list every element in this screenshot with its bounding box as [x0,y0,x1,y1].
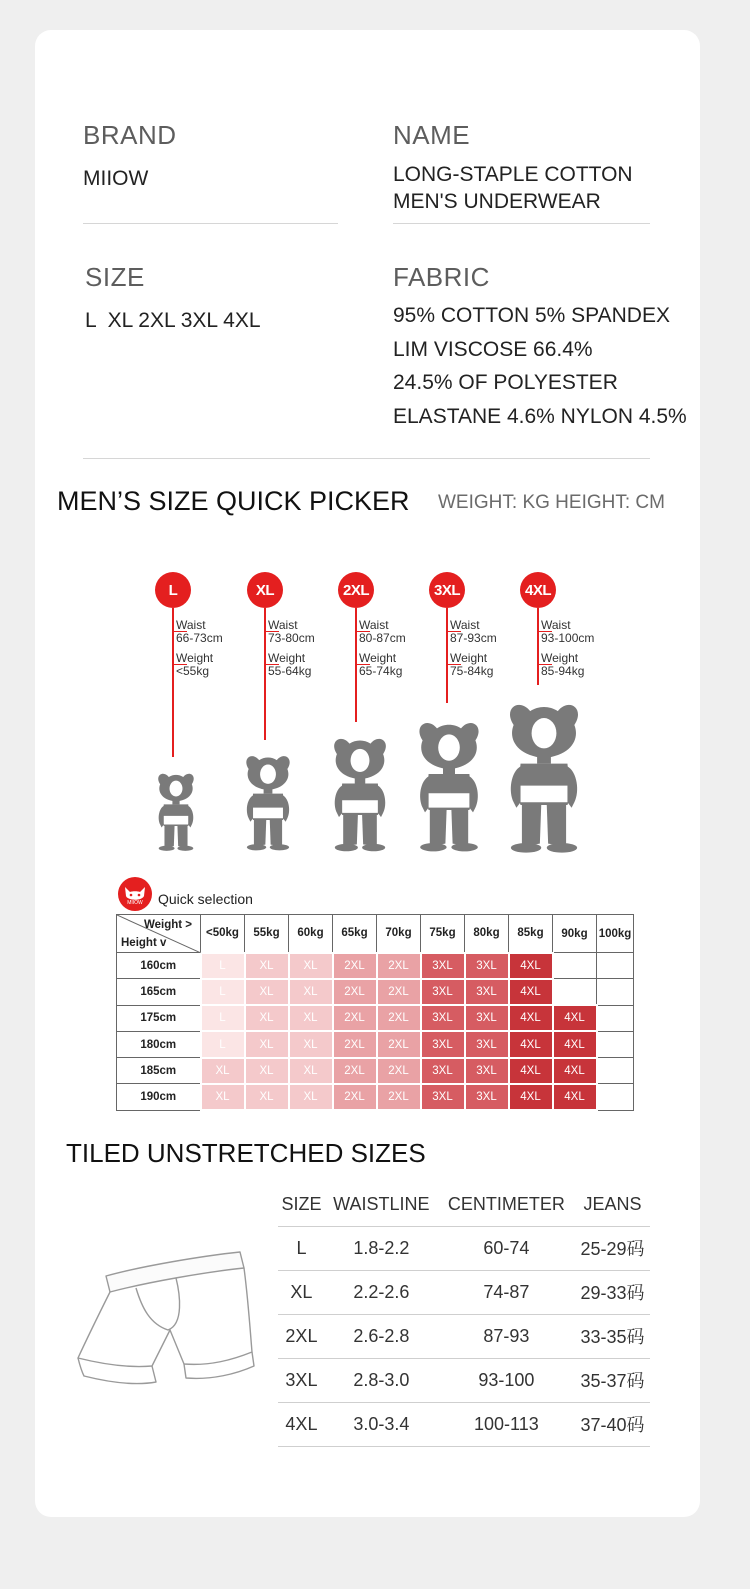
size-badge-3xl: 3XL [429,572,465,608]
figure-3xl [419,723,478,851]
table-cell: 35-37码 [575,1358,650,1402]
info-value: 85-94kg [541,664,585,678]
fabric-line: ELASTANE 4.6% NYLON 4.5% [393,404,687,428]
weight-header: 90kg [553,915,597,953]
name-line: LONG-STAPLE COTTON [393,163,633,186]
info-label: Waist [541,618,571,632]
corner-weight-label: Weight > [143,919,192,931]
size-cell: XL [289,979,333,1005]
info-value: 93-100cm [541,631,595,645]
size-cell: 4XL [509,1031,553,1057]
size-cell [597,953,634,979]
size-value: L XL 2XL 3XL 4XL [85,309,261,332]
table-cell: 60-74 [438,1226,575,1270]
size-cell [597,1005,634,1031]
brand-value: MIIOW [83,167,149,190]
fabric-line: 95% COTTON 5% SPANDEX [393,304,670,327]
picker-title: MEN’S SIZE QUICK PICKER [57,486,410,516]
info-value: 73-80cm [268,631,315,645]
weight-header: 75kg [421,915,465,953]
picker-units: WEIGHT: KG HEIGHT: CM [438,492,665,513]
column-header: JEANS [575,1184,650,1226]
height-header: 185cm [117,1058,201,1084]
size-cell: XL [245,1058,289,1084]
corner-height-label: Height v [121,937,167,949]
size-label: SIZE [85,262,145,292]
figure-l [158,774,193,851]
info-label: Weight [450,651,488,665]
figure-2xl [334,739,386,851]
size-cell [597,1031,634,1057]
tiled-size-table [278,1184,650,1447]
size-cell [597,1084,634,1110]
table-cell: 2.6-2.8 [325,1314,438,1358]
column-header: SIZE [278,1184,325,1226]
table-cell: 100-113 [438,1402,575,1446]
size-cell: 4XL [553,1058,597,1084]
size-cell: 4XL [509,979,553,1005]
table-row [278,1358,650,1402]
figure-4xl [510,705,578,853]
size-cell: XL [245,1084,289,1110]
table-cell: 93-100 [438,1358,575,1402]
size-cell: 2XL [333,1084,377,1110]
info-label: Waist [359,618,389,632]
table-cell: 3.0-3.4 [325,1402,438,1446]
size-cell: XL [289,1058,333,1084]
size-cell: 3XL [421,1031,465,1057]
info-value: 66-73cm [176,631,223,645]
size-cell: 2XL [333,1031,377,1057]
info-value: 87-93cm [450,631,497,645]
miiow-logo [118,877,152,911]
underwear-icon [72,1248,262,1396]
name-label: NAME [393,120,471,150]
info-label: Waist [268,618,298,632]
table-cell: 29-33码 [575,1270,650,1314]
size-cell: 2XL [333,953,377,979]
size-cell: L [201,953,245,979]
info-value: <55kg [176,664,210,678]
size-cell: 3XL [421,1084,465,1110]
info-value: 55-64kg [268,664,312,678]
table-cell: 3XL [278,1358,325,1402]
quick-selection-table [116,914,634,1111]
size-cell: 4XL [553,1005,597,1031]
size-cell: L [201,1031,245,1057]
size-cell: 3XL [421,953,465,979]
size-cell: L [201,979,245,1005]
table-row [117,979,634,1005]
fabric-label: FABRIC [393,262,490,292]
fabric-line: 24.5% OF POLYESTER [393,371,618,394]
size-cell: 2XL [377,1084,421,1110]
size-cell: 2XL [333,1058,377,1084]
size-cell: 2XL [333,1005,377,1031]
figure-xl [246,756,289,850]
column-header: CENTIMETER [438,1184,575,1226]
size-cell: 3XL [465,1084,509,1110]
size-cell: XL [245,1005,289,1031]
size-cell: 2XL [377,1005,421,1031]
size-cell: 2XL [377,953,421,979]
size-cell: XL [201,1058,245,1084]
table-cell: 4XL [278,1402,325,1446]
weight-header: 100kg [597,915,634,953]
size-cell [597,1058,634,1084]
table-row [117,1031,634,1057]
table-cell: XL [278,1270,325,1314]
quick-selection-title: Quick selection [158,891,253,907]
table-row [278,1270,650,1314]
info-label: Weight [541,651,579,665]
size-badge-xl: XL [247,572,283,608]
name-line: MEN'S UNDERWEAR [393,190,601,213]
size-cell [553,979,597,1005]
info-value: 80-87cm [359,631,406,645]
size-cell: 4XL [509,1005,553,1031]
size-cell [597,979,634,1005]
height-header: 190cm [117,1084,201,1110]
table-row [117,1058,634,1084]
weight-header: 55kg [245,915,289,953]
table-cell: 37-40码 [575,1402,650,1446]
size-cell: 4XL [509,953,553,979]
table-row [278,1226,650,1270]
size-cell: XL [245,1031,289,1057]
height-header: 180cm [117,1031,201,1057]
height-header: 165cm [117,979,201,1005]
table-row [117,1005,634,1031]
size-cell: 4XL [509,1058,553,1084]
weight-header: <50kg [201,915,245,953]
size-cell: XL [245,979,289,1005]
size-badge-l: L [155,572,191,608]
weight-header: 70kg [377,915,421,953]
size-cell: 4XL [553,1031,597,1057]
table-corner [117,915,201,953]
weight-header: 60kg [289,915,333,953]
table-cell: L [278,1226,325,1270]
table-cell: 33-35码 [575,1314,650,1358]
size-cell: 2XL [377,1031,421,1057]
size-cell: 2XL [333,979,377,1005]
size-badge-4xl: 4XL [520,572,556,608]
brand-label: BRAND [83,120,177,150]
info-label: Weight [359,651,397,665]
size-cell: XL [289,1084,333,1110]
info-value: 75-84kg [450,664,494,678]
table-cell: 74-87 [438,1270,575,1314]
size-cell: XL [289,1031,333,1057]
table-row [117,1084,634,1110]
size-cell: 3XL [421,1058,465,1084]
size-cell: XL [201,1084,245,1110]
size-cell: 3XL [421,1005,465,1031]
info-label: Waist [450,618,480,632]
tiled-title: TILED UNSTRETCHED SIZES [66,1138,426,1168]
weight-header: 85kg [509,915,553,953]
size-cell [553,953,597,979]
logo-text: MIIOW [127,900,143,906]
size-cell: 2XL [377,979,421,1005]
table-row [278,1314,650,1358]
size-cell: 2XL [377,1058,421,1084]
size-cell: 3XL [421,979,465,1005]
size-cell: XL [245,953,289,979]
size-cell: L [201,1005,245,1031]
table-row [117,953,634,979]
size-cell: 3XL [465,1058,509,1084]
info-label: Waist [176,618,206,632]
info-label: Weight [268,651,306,665]
info-label: Weight [176,651,214,665]
table-cell: 25-29码 [575,1226,650,1270]
size-cell: XL [289,953,333,979]
height-header: 160cm [117,953,201,979]
height-header: 175cm [117,1005,201,1031]
size-cell: 4XL [553,1084,597,1110]
table-cell: 1.8-2.2 [325,1226,438,1270]
column-header: WAISTLINE [325,1184,438,1226]
weight-header: 65kg [333,915,377,953]
weight-header: 80kg [465,915,509,953]
size-cell: 3XL [465,1031,509,1057]
size-cell: 4XL [509,1084,553,1110]
size-cell: XL [289,1005,333,1031]
table-cell: 2XL [278,1314,325,1358]
table-cell: 2.2-2.6 [325,1270,438,1314]
table-row [278,1402,650,1446]
size-cell: 3XL [465,953,509,979]
fabric-line: LIM VISCOSE 66.4% [393,337,593,361]
info-value: 65-74kg [359,664,403,678]
table-cell: 2.8-3.0 [325,1358,438,1402]
size-badge-2xl: 2XL [338,572,374,608]
size-cell: 3XL [465,979,509,1005]
size-cell: 3XL [465,1005,509,1031]
table-cell: 87-93 [438,1314,575,1358]
